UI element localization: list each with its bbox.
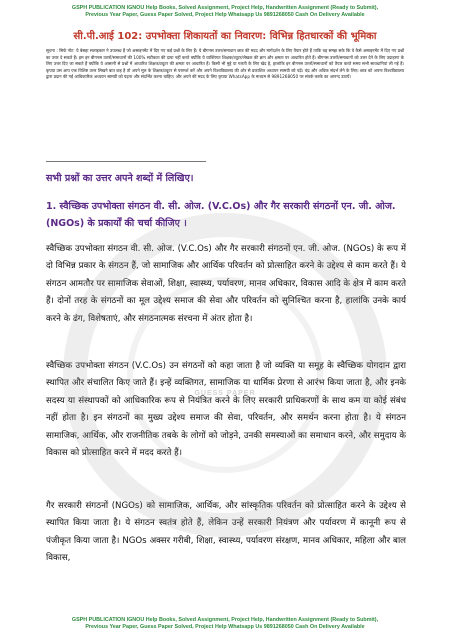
footer-line-1: GSPH PUBLICATION IGNOU Help Books, Solved Assignment, Project Help, Handwritten Assignment (Ready to Submit), xyxy=(71,617,379,623)
footer-line-2: Previous Year Paper, Guess Paper Solved, Project Help Whatsapp Us 9891268050 Cash On Delivery Available xyxy=(85,624,365,630)
header-line-2: Previous Year Paper, Guess Paper Solved, Project Help Whatsapp Us 9891268050 Cash On Delivery Available xyxy=(85,12,365,18)
watermark-text: GUESS PAPER xyxy=(194,390,256,397)
divider xyxy=(46,161,206,162)
instruction-heading: सभी प्रश्नों का उत्तर अपने शब्दों में लिखिए। xyxy=(46,173,194,184)
answer-paragraph-3: गैर सरकारी संगठनों (NGOs) को सामाजिक, आर्थिक, और सांस्कृतिक परिवर्तन को प्रोत्साहित करने के उद्देश्य से स्थापित किया जाता है। ये संगठन स्वतंत्र होते हैं, लेकिन उन्हें सरकारी नियंत्रण और पर्यावरण में कानूनी रूप से पंजीकृत किया जाता है। NGOs अक्सर गरीबी, शिक्षा, स्वास्थ्य, पर्यावरण संरक्षण, मानव अधिकार, महिला और बाल विकास, xyxy=(46,501,406,564)
page-footer xyxy=(8,617,442,631)
document-title: सी.पी.आई 102: उपभोक्ता शिकायतों का निवारण: विभिन्न हितधारकों की भूमिका xyxy=(73,31,377,42)
answer-paragraph-2: स्वैच्छिक उपभोक्ता संगठन (V.C.Os) उन संगठनों को कहा जाता है जो व्यक्ति या समूह के स्वैच्छिक योगदान द्वारा स्थापित और संचालित किए जाते हैं। इन्हें व्यक्तिगत, सामाजिक या धार्मिक प्रेरणा से आरंभ किया जाता है, और इनके सदस्य या संस्थापकों को आधिकारिक रूप से नियंत्रित करने के लिए सरकारी प्राधिकरणों के साथ कम या कोई संबंध नहीं होता है। इन संगठनों का मुख्य उद्देश्य समाज की सेवा, परिवर्तन, और समर्थन करना होता है। ये संगठन सामाजिक, आर्थिक, और राजनीतिक तबके के लोगों को जोड़ने, उनकी समस्याओं का समाधान करने, और समुदाय के विकास को प्रोत्साहित करने में मदद करते हैं। xyxy=(46,361,406,459)
page-header xyxy=(8,5,442,19)
header-line-1: GSPH PUBLICATION IGNOU Help Books, Solved Assignment, Project Help, Handwritten Assignment (Ready to Submit), xyxy=(71,5,379,11)
answer-paragraph-1: स्वैच्छिक उपभोक्ता संगठन वी. सी. ओज. (V.C.Os) और गैर सरकारी संगठनों एन. जी. ओज. (NGOs) के रूप में दो विभिन्न प्रकार के संगठन हैं, जो सामाजिक और आर्थिक परिवर्तन को प्रोत्साहित करने के उद्देश्य से काम करते हैं। ये संगठन आमतौर पर सामाजिक सेवाओं, शिक्षा, स्वास्थ्य, पर्यावरण, मानव अधिकार, विकास आदि के क्षेत्र में काम करते हैं। दोनों तरह के संगठनों का मूल उद्देश्य समाज की सेवा और परिवर्तन को सुनिश्चित करना है, हालांकि उनके कार्य करने के ढंग, विशेषताएं, और संगठनात्मक संरचना में अंतर होता है। xyxy=(46,244,406,324)
question-1: 1. स्वैच्छिक उपभोक्ता संगठन वी. सी. ओज. (V.C.Os) और गैर सरकारी संगठनों एन. जी. ओज. (NGOs) के प्रकार्यों की चर्चा कीजिए । xyxy=(46,201,396,229)
disclaimer-notice: सूचना : सिर्फ नोट: ये बेसहा सलाहकार ने उपलब्ध हैं जो असाइनमेंट में दिए गए कई प्रश्नों के लिए हैं। ये बीगनस उत्तर/समाधान छात्र की मदद और मार्गदर्शन के लिए तैयार होते हैं ताकि वह समझ सके कि वे कैसे असाइनमेंट में दिए गए प्रश्नों का उत्तर दे सकते हैं। हम इन बीगनस उत्तरों/समाधानों की 100% सटीकता की दावा नहीं करते क्योंकि ये व्यक्तिगत शिक्षक/ट्यूटर/लेखक की ज्ञान और क्षमता पर आधारित होते हैं। बीगनस उत्तरों/समाधानों को उत्तर देने के लिए उदाहरण के लिए उत्तर दिए जा सकते हैं क्योंकि ये आसानी से प्रश्नों में आधारित शिक्षक/ट्यूटर की क्षमता पर आधारित हैं। किसी भी मुद्दे या गलती के लिए खेद है, हालांकि इन बीगनस उत्तरों/समाधानों को तैयार करते समय सभी सावधानियां ली गई हैं। कृपया उस आप एक विशिष्ट उत्तर लिखने बात कह है तो अपने मूल के शिक्षक/ट्यूटर से परामर्श करें और अपने विश्वविद्यालय की ओर से प्रकाशित अध्ययन सामग्री को पढ़ें। चंद्र और अधिक संदर्भ लेने के लिए। छात्र को अपना विश्वविद्यालय द्वारा प्रदान की गई आधिकारिक अध्ययन सामग्री को पढ़ना और संदर्भित करना चाहिए। और अपने की मदद के लिए कृपया WhatsApp के माध्यम से 9891268050 पर संपर्क करके का आनन्द उठायें। xyxy=(46,48,404,80)
